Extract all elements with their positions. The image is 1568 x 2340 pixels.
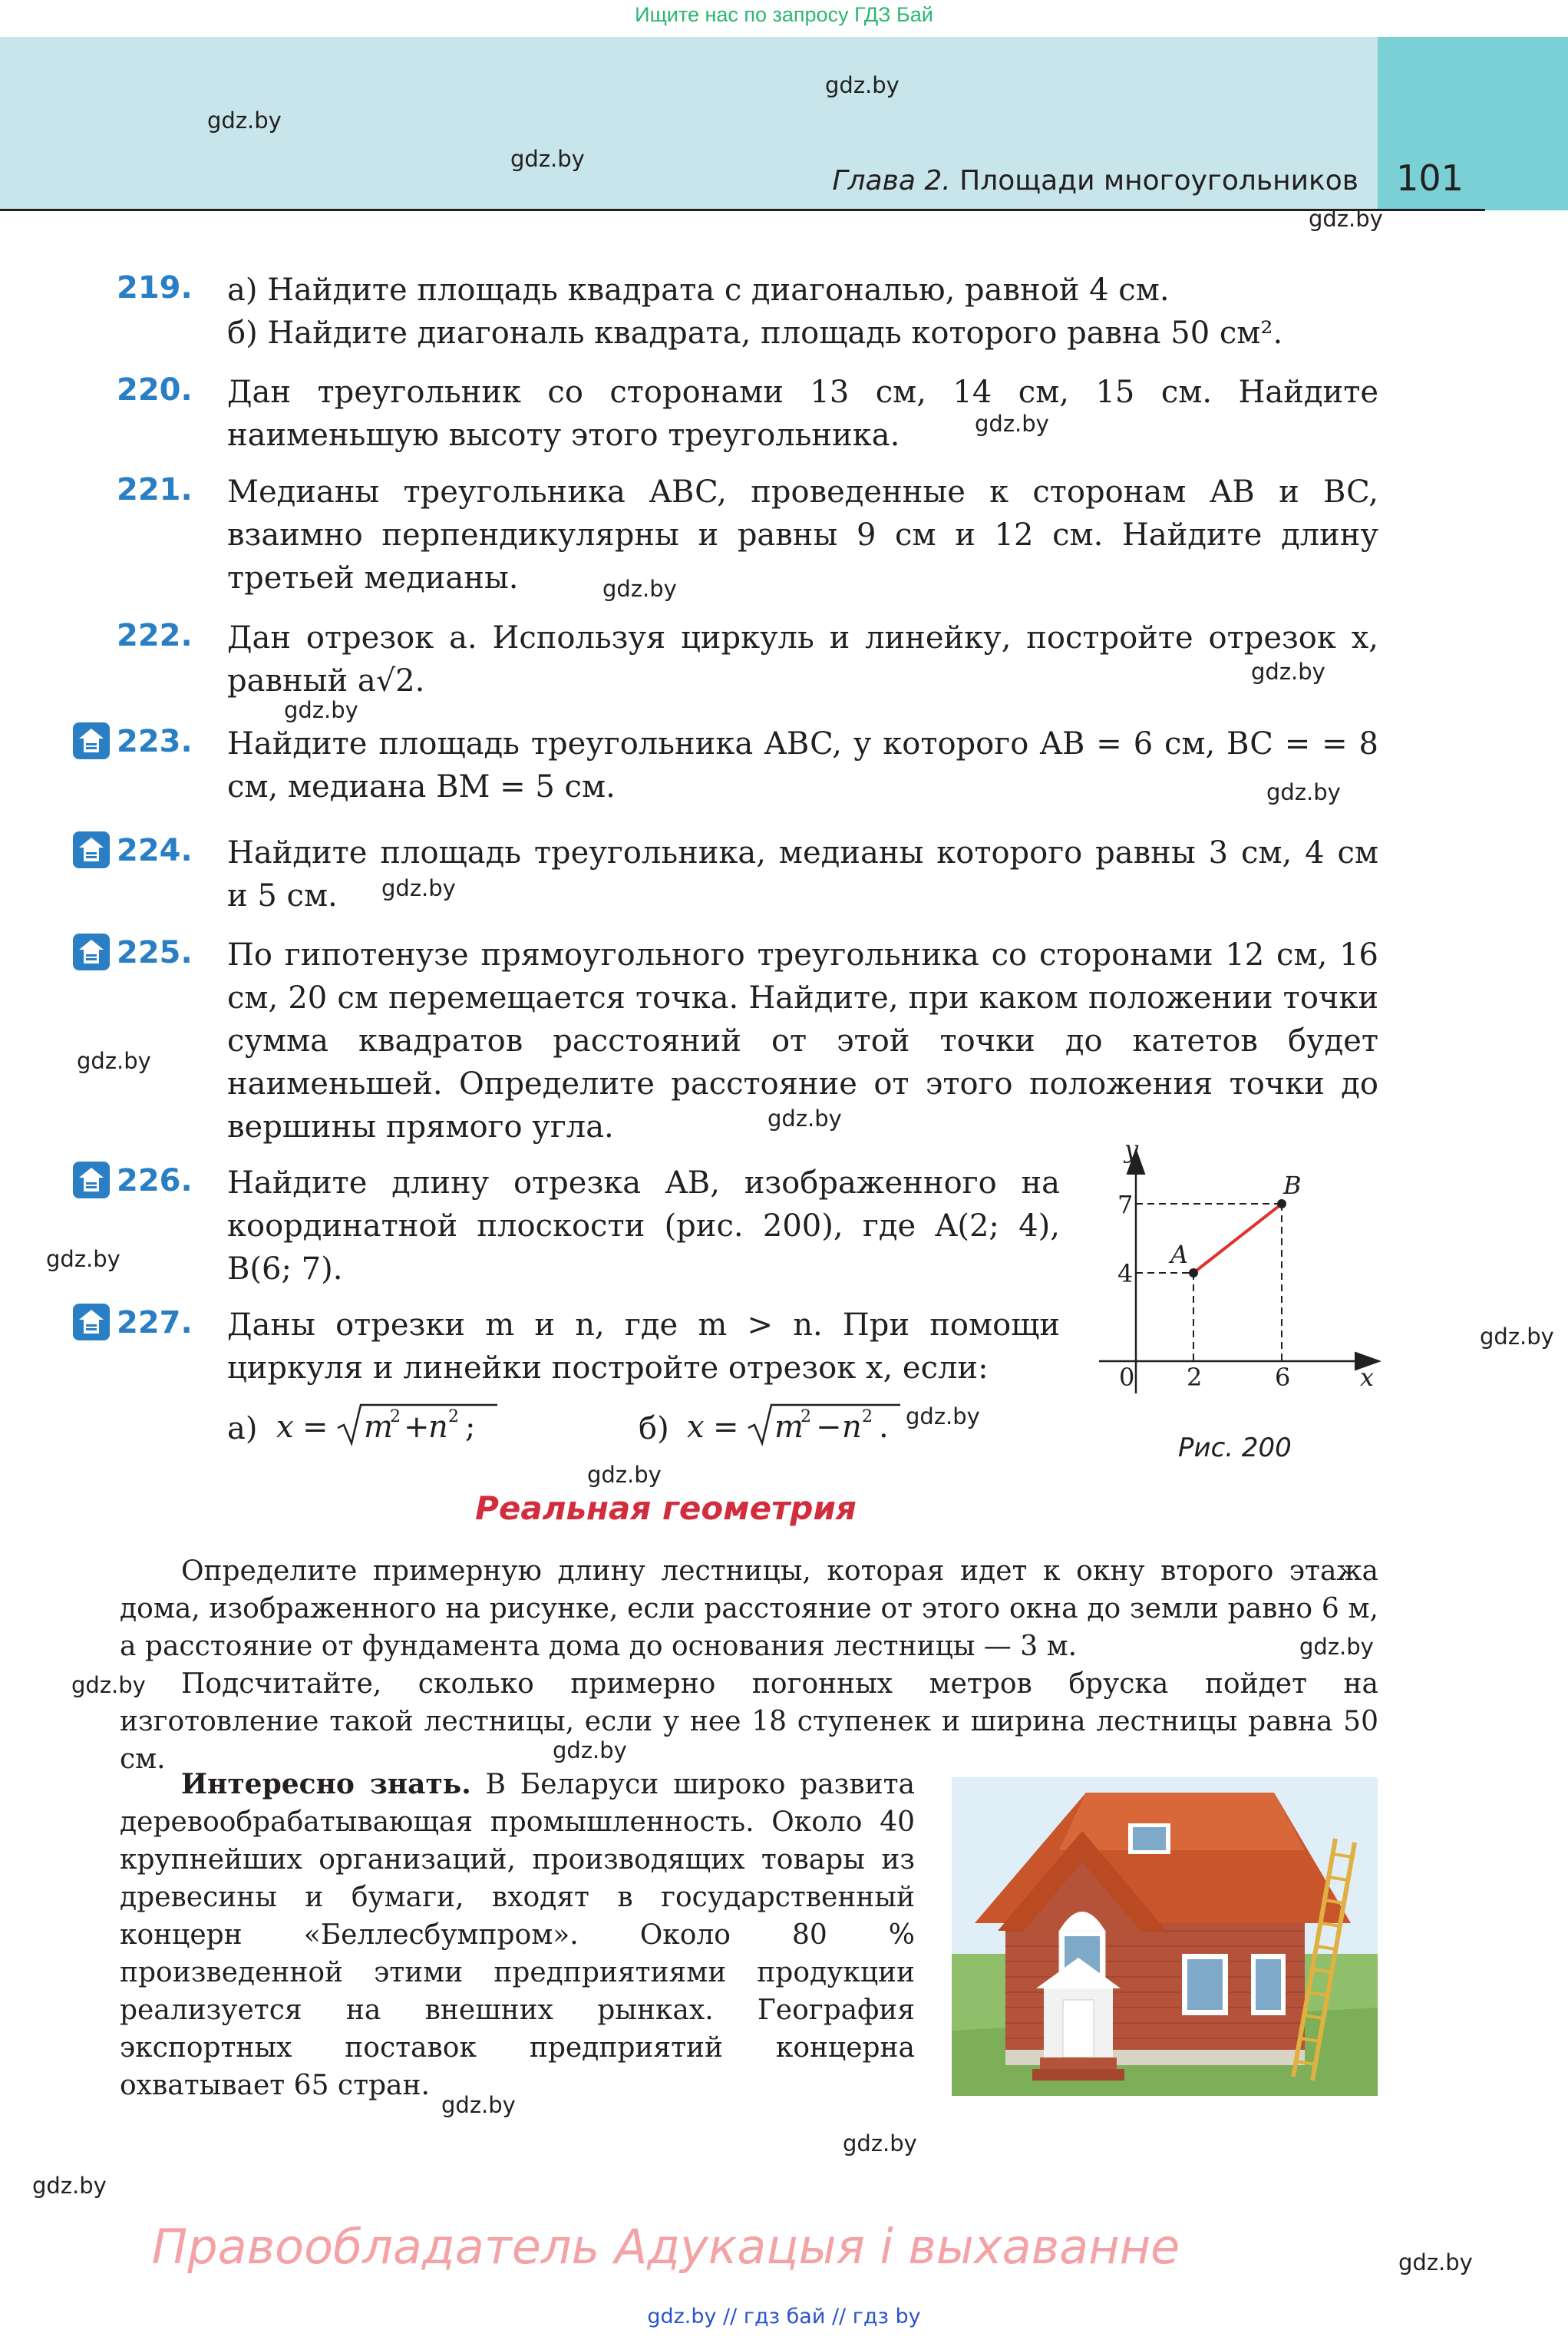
svg-text:−: − bbox=[816, 1410, 842, 1445]
watermark: gdz.by bbox=[32, 2173, 107, 2199]
x-tick-label: 2 bbox=[1187, 1363, 1203, 1392]
problem-number: 222. bbox=[117, 618, 193, 653]
problem-number: 221. bbox=[117, 472, 193, 507]
problem-line: б) Найдите диагональ квадрата, площадь которого равна 50 см². bbox=[227, 316, 1283, 351]
point-a bbox=[1189, 1268, 1198, 1277]
svg-text:m: m bbox=[774, 1410, 804, 1445]
figure-caption: Рис. 200 bbox=[1178, 1433, 1292, 1463]
x-tick-label: 6 bbox=[1275, 1363, 1291, 1392]
watermark: gdz.by bbox=[1299, 1634, 1374, 1660]
svg-text:m: m bbox=[364, 1410, 393, 1445]
section-paragraph: Подсчитайте, сколько примерно погонных метров бруска пойдет на изготовление такой лестницы, если у нее 18 ступенек и ширина лестницы равна 50 см. bbox=[120, 1668, 1378, 1775]
watermark: gdz.by bbox=[46, 1246, 120, 1272]
watermark: gdz.by bbox=[553, 1737, 627, 1763]
section-title: Реальная геометрия bbox=[475, 1489, 857, 1527]
interesting-body: В Беларуси широко развита деревообрабатывающая промышленность. Около 40 крупнейших организаций, производящих товары из древесины и бумаги, входят в государственный концерн «Беллесбумпром». Около 80 % произведенной этими предприятиями продукции реализуется на внешних рынках. География экспортных поставок предприятий концерна охватывает 65 стран. bbox=[120, 1769, 916, 2101]
svg-text:=: = bbox=[713, 1410, 739, 1445]
chapter-name: Площади многоугольников bbox=[959, 165, 1358, 197]
axis-x-label: x bbox=[1360, 1363, 1375, 1392]
house-illustration bbox=[952, 1777, 1378, 2096]
problem-number: 224. bbox=[117, 833, 193, 868]
point-b-label: B bbox=[1283, 1171, 1302, 1200]
star-icon bbox=[72, 722, 111, 760]
svg-text:2: 2 bbox=[801, 1407, 811, 1426]
chapter-prefix: Глава 2. bbox=[832, 165, 951, 197]
star-icon bbox=[72, 831, 111, 869]
problem-number: 226. bbox=[117, 1163, 193, 1198]
watermark: gdz.by bbox=[975, 411, 1049, 437]
watermark: gdz.by bbox=[906, 1403, 980, 1429]
problem-text: Найдите площадь треугольника, медианы которого равны 3 см, 4 см и 5 см. bbox=[227, 835, 1378, 914]
problem-number: 223. bbox=[117, 724, 193, 759]
watermark: gdz.by bbox=[843, 2130, 917, 2157]
problem-line: а) Найдите площадь квадрата с диагональю, равной 4 см. bbox=[227, 273, 1170, 308]
segment-ab bbox=[1193, 1204, 1282, 1273]
svg-text:;: ; bbox=[465, 1410, 476, 1445]
y-tick-label: 4 bbox=[1117, 1259, 1134, 1288]
page-number: 101 bbox=[1396, 157, 1464, 199]
watermark: gdz.by bbox=[1309, 206, 1383, 232]
point-a-label: A bbox=[1170, 1240, 1189, 1269]
coordinate-figure bbox=[1090, 1129, 1381, 1405]
watermark: gdz.by bbox=[207, 107, 282, 134]
problem-text: Найдите площадь треугольника ABC, у которого AB = 6 см, BC = = 8 см, медиана BM = 5 см. bbox=[227, 726, 1378, 805]
watermark: gdz.by bbox=[381, 875, 456, 901]
svg-text:=: = bbox=[302, 1410, 328, 1445]
watermark: gdz.by bbox=[1251, 659, 1325, 685]
option-a-label: а) bbox=[227, 1411, 258, 1446]
svg-text:x: x bbox=[276, 1410, 294, 1445]
watermark: gdz.by bbox=[441, 2092, 516, 2118]
axis-y-label: y bbox=[1124, 1135, 1139, 1164]
origin-label: 0 bbox=[1119, 1363, 1135, 1392]
watermark: gdz.by bbox=[1398, 2249, 1473, 2276]
y-tick-label: 7 bbox=[1117, 1190, 1134, 1219]
watermark: gdz.by bbox=[767, 1106, 842, 1132]
watermark: gdz.by bbox=[1480, 1324, 1554, 1350]
problem-text: Дан треугольник со сторонами 13 см, 14 см, 15 см. Найдите наименьшую высоту этого треугольника. bbox=[227, 375, 1378, 453]
interesting-lead: Интересно знать. bbox=[181, 1768, 471, 1800]
star-icon bbox=[72, 933, 111, 971]
watermark: gdz.by bbox=[71, 1672, 146, 1698]
problem-text: Дан отрезок a. Используя циркуль и линейку, постройте отрезок x, равный a√2. bbox=[227, 620, 1378, 699]
section-paragraph: Определите примерную длину лестницы, которая идет к окну второго этажа дома, изображенного на рисунке, если расстояние от этого окна до земли равно 6 м, а расстояние от фундамента дома до основания лестницы — 3 м. bbox=[120, 1555, 1378, 1662]
svg-text:+: + bbox=[404, 1410, 430, 1445]
problem-text: Даны отрезки m и n, где m > n. При помощи циркуля и линейки постройте отрезок x, если: bbox=[227, 1307, 1060, 1386]
interesting-fact bbox=[120, 1766, 915, 2104]
problem-text: Медианы треугольника ABC, проведенные к сторонам AB и BC, взаимно перпендикулярны и равны 9 см и 12 см. Найдите длину третьей медианы. bbox=[227, 474, 1378, 596]
watermark: gdz.by bbox=[602, 576, 677, 602]
star-icon bbox=[72, 1161, 111, 1199]
svg-text:2: 2 bbox=[448, 1407, 459, 1426]
svg-text:n: n bbox=[842, 1410, 862, 1445]
svg-text:2: 2 bbox=[390, 1407, 401, 1426]
formula-a bbox=[275, 1399, 505, 1453]
formula-b bbox=[685, 1399, 916, 1453]
watermark: gdz.by bbox=[1266, 779, 1341, 805]
problem-text: Найдите длину отрезка AB, изображенного на координатной плоскости (рис. 200), где A(2; 4), B(6; 7). bbox=[227, 1165, 1060, 1287]
problem-number: 219. bbox=[117, 270, 193, 306]
svg-text:.: . bbox=[879, 1410, 889, 1445]
copyright-notice: Правообладатель Адукацыя і выхаванне bbox=[151, 2219, 1180, 2275]
star-icon bbox=[72, 1303, 111, 1341]
watermark: gdz.by bbox=[510, 146, 585, 172]
problem-text bbox=[227, 269, 1378, 355]
watermark: gdz.by bbox=[77, 1048, 151, 1074]
problem-number: 227. bbox=[117, 1305, 193, 1340]
chapter-title bbox=[791, 165, 1358, 197]
svg-text:2: 2 bbox=[862, 1407, 873, 1426]
problem-text: По гипотенузе прямоугольного треугольника со сторонами 12 см, 16 см, 20 см перемещается точка. Найдите, при каком положении точки сумма квадратов расстояний от этой точки до катетов будет наименьшей. Определите расстояние от этого положения точки до вершины прямого угла. bbox=[227, 937, 1378, 1145]
svg-text:n: n bbox=[428, 1410, 448, 1445]
problem-number: 225. bbox=[117, 935, 193, 970]
option-b-label: б) bbox=[639, 1411, 669, 1446]
problem-number: 220. bbox=[117, 372, 193, 408]
watermark: gdz.by bbox=[587, 1462, 662, 1488]
watermark: gdz.by bbox=[825, 72, 900, 98]
header-rule bbox=[0, 209, 1485, 211]
watermark: gdz.by bbox=[284, 697, 358, 723]
top-search-note: Ищите нас по запросу ГДЗ Бай bbox=[635, 3, 933, 26]
point-b bbox=[1277, 1199, 1286, 1208]
footer-links[interactable]: gdz.by // гдз бай // гдз by bbox=[647, 2305, 921, 2328]
svg-text:x: x bbox=[687, 1410, 705, 1445]
